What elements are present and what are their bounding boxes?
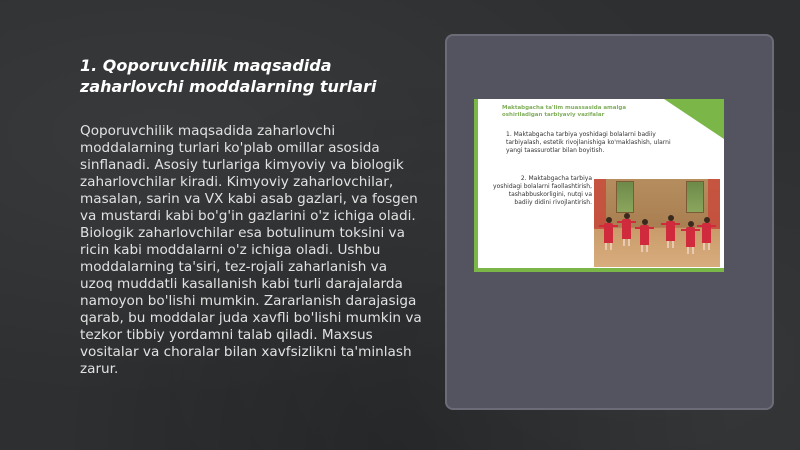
thumbnail-point-1: 1. Maktabgacha tarbiya yoshidagi bolalarni badiiy tarbiyalash, estetik rivojlanishiga ko'maklashish, ularni yangi taassurotlar bilan boyitish.	[506, 131, 671, 154]
child-figure	[640, 219, 649, 252]
child-figure	[604, 217, 613, 250]
green-accent-bar-bottom	[474, 268, 724, 272]
slide-title: 1. Qoporuvchilik maqsadida zaharlovchi moddalarning turlari	[80, 56, 377, 96]
window-right	[686, 181, 704, 213]
child-figure	[622, 213, 631, 246]
slide-body-text: Qoporuvchilik maqsadida zaharlovchi moddalarning turlari ko'plab omillar asosida sinflanadi. Asosiy turlariga kimyoviy va biologik zaharlovchilar kiradi. Kimyoviy zaharlovchilar, masalan, sarin va VX kabi asab gazlari, va fosgen va mustardi kabi bo'g'in gazlarini o'z ichiga oladi. Biologik zaharlovchilar esa botulinum toksini va ricin kabi moddalarni o'z ichiga oladi. Ushbu moddalarning ta'siri, tez-rojali zaharlanish va uzoq muddatli kasallanish kabi turli darajalarda namoyon bo'lishi mumkin. Zararlanish darajasiga qarab, bu moddalar juda xavfli bo'lishi mumkin va tezkor tibbiy yordamni talab qiladi. Maxsus vositalar va choralar bilan xavfsizlikni ta'minlash zarur.	[80, 123, 422, 377]
child-figure	[702, 217, 711, 250]
child-figure	[666, 215, 675, 248]
children-dancing-photo	[594, 179, 720, 267]
thumbnail-faded-heading: Maktabgacha ta'lim muassasida amalga oshiriladigan tarbiyaviy vazifalar	[502, 105, 627, 118]
green-accent-bar-left	[474, 99, 478, 272]
window-left	[616, 181, 634, 213]
child-figure	[686, 221, 695, 254]
thumbnail-point-2: 2. Maktabgacha tarbiya yoshidagi bolalarni faollashtirish, tashabbuskorligini, nutqi va badiiy didini rivojlantirish.	[493, 175, 592, 206]
embedded-slide-thumbnail	[474, 99, 724, 272]
